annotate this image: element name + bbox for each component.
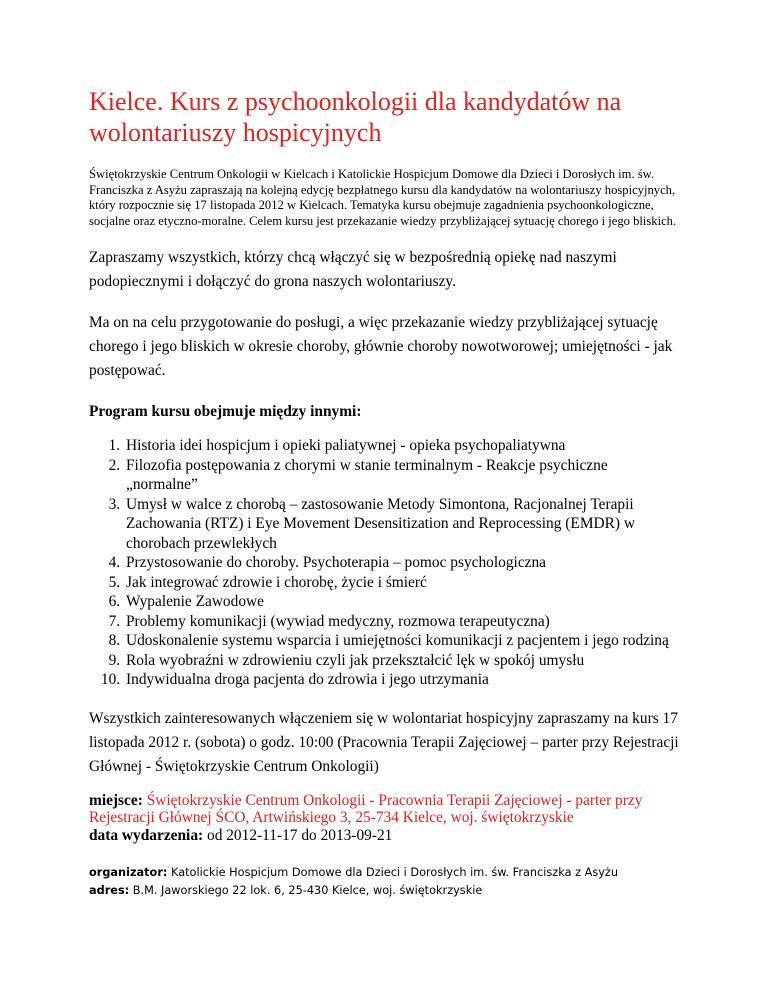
list-item: 10. Indywidualna droga pacjenta do zdrowia i jego utrzymania	[124, 670, 679, 690]
program-list	[89, 436, 679, 690]
list-item: 4. Przystosowanie do choroby. Psychoterapia – pomoc psychologiczna	[124, 553, 679, 573]
list-item: 9. Rola wyobraźni w zdrowieniu czyli jak przekształcić lęk w spokój umysłu	[124, 651, 679, 671]
place-label: miejsce:	[89, 791, 143, 809]
list-item: 3. Umysł w walce z chorobą – zastosowanie Metody Simontona, Racjonalnej Terapii Zachowania (RTZ) i Eye Movement Desensitization and Reprocessing (EMDR) w chorobach przewlekłych	[124, 495, 679, 554]
page-title: Kielce. Kurs z psychoonkologii dla kandydatów na wolontariuszy hospicyjnych	[89, 87, 622, 147]
event-place	[89, 792, 679, 827]
address-line	[89, 882, 679, 900]
list-item: 7. Problemy komunikacji (wywiad medyczny, rozmowa terapeutyczna)	[124, 612, 679, 632]
list-item: 2. Filozofia postępowania z chorymi w stanie terminalnym - Reakcje psychiczne „normalne”	[124, 456, 679, 495]
purpose-paragraph: Ma on na celu przygotowanie do posługi, a więc przekazanie wiedzy przybliżającej sytuację chorego i jego bliskich w okresie choroby, głównie choroby nowotworowej; umiejętności - jak postępować.	[89, 314, 673, 379]
address-label: adres:	[89, 883, 130, 897]
program-heading: Program kursu obejmuje między innymi:	[89, 403, 362, 420]
organizer-value: Katolickie Hospicjum Domowe dla Dzieci i Dorosłych im. św. Franciszka z Asyżu	[171, 866, 618, 879]
event-details	[89, 792, 679, 845]
list-item: 1. Historia idei hospicjum i opieki paliatywnej - opieka psychopaliatywna	[124, 436, 679, 456]
registration-paragraph: Wszystkich zainteresowanych włączeniem się w wolontariat hospicyjny zapraszamy na kurs 17 listopada 2012 r. (sobota) o godz. 10:00 (Pracownia Terapii Zajęciowej – parter przy Rejestracji Głównej - Świętokrzyskie Centrum Onkologii)	[89, 709, 679, 775]
list-item: 6. Wypalenie Zawodowe	[124, 592, 679, 612]
place-value: Świętokrzyskie Centrum Onkologii - Pracownia Terapii Zajęciowej - parter przy Rejestracji Głównej ŚCO, Artwińskiego 3, 25-734 Kielce, woj. świętokrzyskie	[89, 791, 643, 826]
organizer-line	[89, 864, 679, 882]
document-body	[89, 86, 679, 899]
organizer-label: organizator:	[89, 866, 168, 879]
invitation-paragraph: Zapraszamy wszystkich, którzy chcą włączyć się w bezpośrednią opiekę nad naszymi podopiecznymi i dołączyć do grona naszych wolontariuszy.	[89, 249, 617, 290]
date-value: od 2012-11-17 do 2013-09-21	[207, 826, 393, 844]
list-item: 8. Udoskonalenie systemu wsparcia i umiejętności komunikacji z pacjentem i jego rodziną	[124, 631, 679, 651]
organizer-details	[89, 864, 679, 899]
intro-paragraph: Świętokrzyskie Centrum Onkologii w Kielcach i Katolickie Hospicjum Domowe dla Dzieci i Dorosłych im. św. Franciszka z Asyżu zapraszają na kolejną edycję bezpłatnego kursu dla kandydatów na wolontariuszy hospicyjnych, który rozpocznie się 17 listopada 2012 w Kielcach. Tematyka kursu obejmuje zagadnienia psychoonkologiczne, socjalne oraz etyczno-moralne. Celem kursu jest przekazanie wiedzy przybliżającej sytuację chorego i jego bliskich.	[89, 167, 677, 228]
list-item: 5. Jak integrować zdrowie i chorobę, życie i śmierć	[124, 573, 679, 593]
event-date	[89, 827, 679, 845]
address-value: B.M. Jaworskiego 22 lok. 6, 25-430 Kielce, woj. świętokrzyskie	[132, 883, 483, 897]
date-label: data wydarzenia:	[89, 826, 204, 844]
